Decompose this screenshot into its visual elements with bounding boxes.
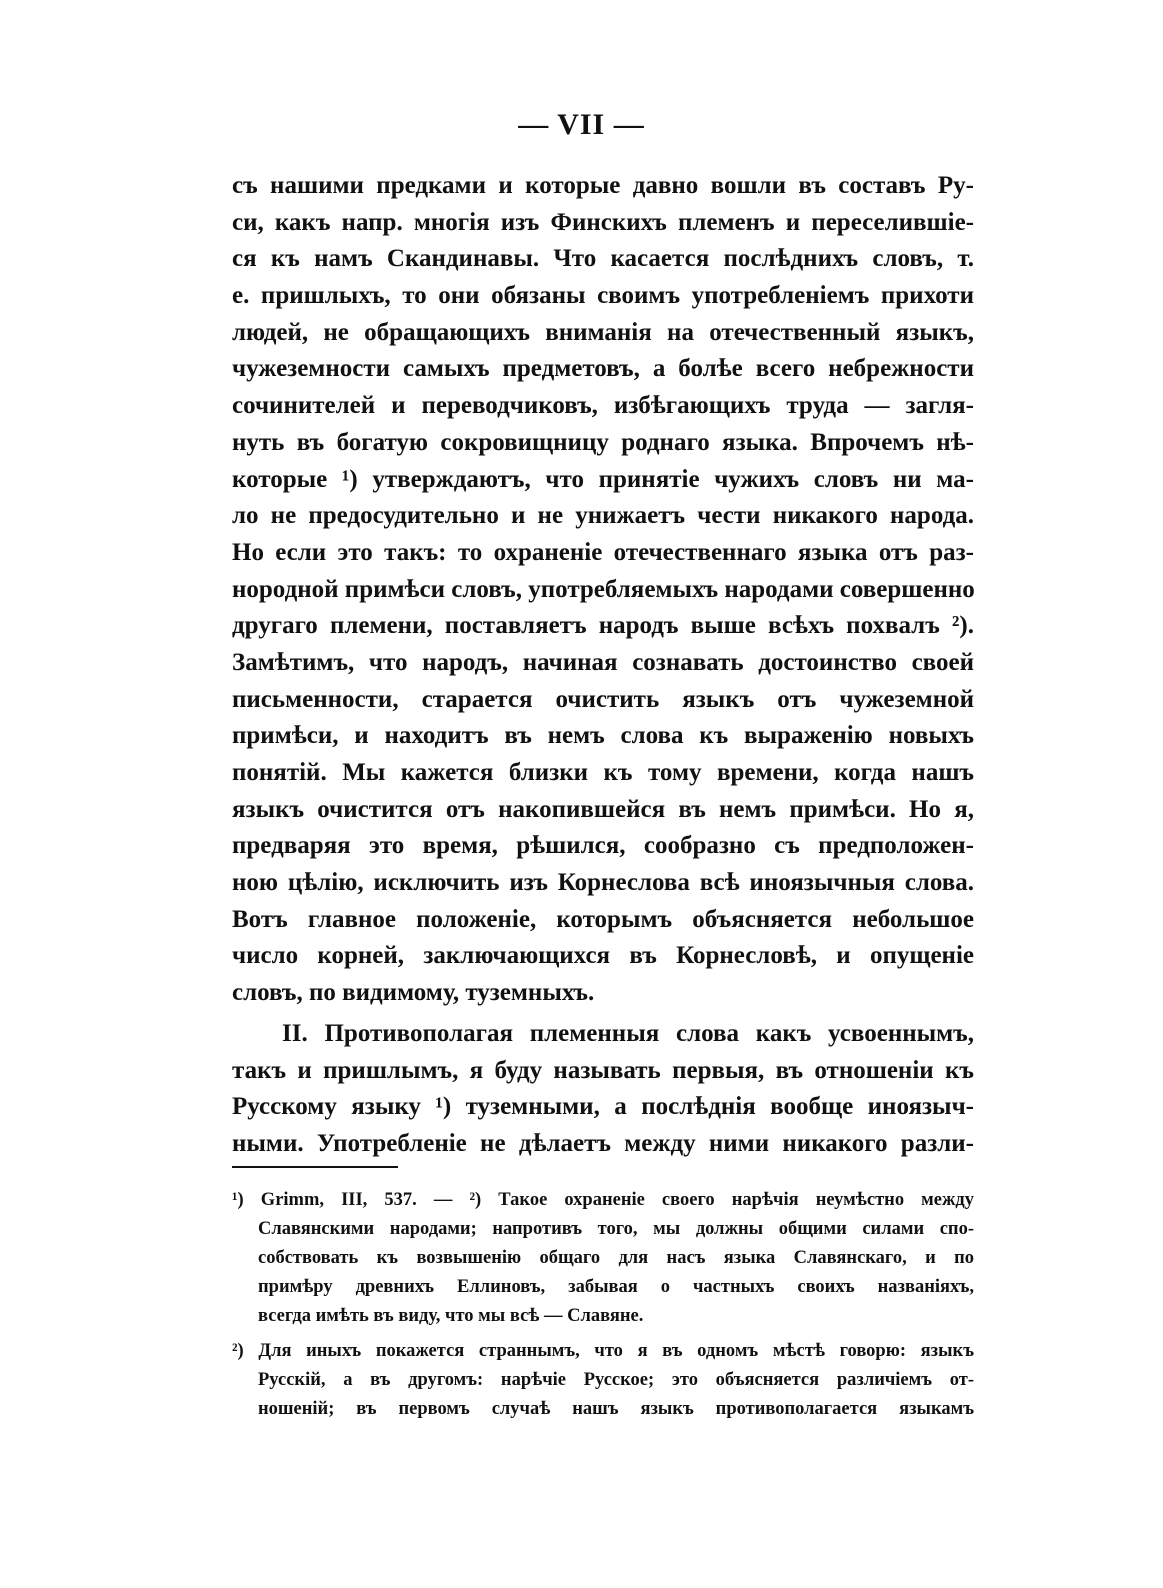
- footnote-line: примѣру древнихъ Еллиновъ, забывая о частныхъ своихъ названіяхъ,: [258, 1277, 974, 1297]
- text-line: Вотъ главное положеніе, которымъ объясняется небольшое: [232, 905, 974, 933]
- text-line: ною цѣлію, исключить изъ Корнеслова всѣ иноязычныя слова.: [232, 869, 974, 897]
- page-number-header: — VII —: [518, 108, 645, 141]
- text-line: другаго племени, поставляетъ народъ выше всѣхъ похвалъ ²).: [232, 612, 974, 640]
- text-line: II. Противополагая племенныя слова какъ усвоеннымъ,: [282, 1019, 974, 1047]
- text-line: Замѣтимъ, что народъ, начиная сознавать достоинство своей: [232, 648, 974, 676]
- text-line: ся къ намъ Скандинавы. Что касается послѣднихъ словъ, т.: [232, 245, 974, 273]
- text-line: Но если это такъ: то охраненіе отечественнаго языка отъ раз-: [232, 538, 974, 566]
- text-line: съ нашими предками и которые давно вошли въ составъ Ру-: [232, 172, 974, 199]
- footnote-line: Славянскими народами; напротивъ того, мы должны общими силами спо-: [258, 1219, 974, 1239]
- footnote-line: Русскій, а въ другомъ: нарѣчіе Русское; это объясняется различіемъ от-: [258, 1370, 974, 1390]
- footnote-line: ²) Для иныхъ покажется страннымъ, что я въ одномъ мѣстѣ говорю: языкъ: [232, 1341, 974, 1361]
- text-line: ло не предосудительно и не унижаетъ чести никакого народа.: [232, 502, 974, 530]
- main-text: [232, 168, 974, 1163]
- text-line: нуть въ богатую сокровищницу роднаго языка. Впрочемъ нѣ-: [232, 428, 974, 456]
- text-line: предваряя это время, рѣшился, сообразно съ предположен-: [232, 832, 974, 860]
- text-line: нородной примѣси словъ, употребляемыхъ народами совершенно: [232, 575, 975, 603]
- footnote-line: собствовать къ возвышенію общаго для насъ языка Славянскаго, и по: [258, 1248, 974, 1268]
- text-line: понятій. Мы кажется близки къ тому времени, когда нашъ: [232, 759, 974, 786]
- text-line: е. пришлыхъ, то они обязаны своимъ употребленіемъ прихоти: [232, 282, 974, 310]
- footnote-line: ¹) Grimm, III, 537. — ²) Такое охраненіе своего нарѣчія неумѣстно между: [232, 1190, 974, 1210]
- footnote-line: всегда имѣть въ виду, что мы всѣ — Славяне.: [258, 1306, 644, 1326]
- text-line: словъ, по видимому, туземныхъ.: [232, 979, 595, 1007]
- footnote-line: ношеній; въ первомъ случаѣ нашъ языкъ противополагается языкамъ: [258, 1399, 974, 1419]
- text-line: ными. Употребленіе не дѣлаетъ между ними никакого разли-: [232, 1129, 974, 1157]
- footnote-rule: [232, 1166, 398, 1168]
- text-line: си, какъ напр. многія изъ Финскихъ племенъ и переселившіе-: [232, 208, 974, 236]
- text-line: чужеземности самыхъ предметовъ, а болѣе всего небрежности: [232, 355, 974, 383]
- text-line: письменности, старается очистить языкъ отъ чужеземной: [232, 685, 974, 713]
- text-line: примѣси, и находитъ въ немъ слова къ выраженію новыхъ: [232, 722, 974, 750]
- text-line: языкъ очистится отъ накопившейся въ немъ примѣси. Но я,: [232, 795, 974, 823]
- text-line: которые ¹) утверждаютъ, что принятіе чужихъ словъ ни ма-: [232, 465, 974, 493]
- text-line: людей, не обращающихъ вниманія на отечественный языкъ,: [232, 318, 974, 346]
- footnotes: [232, 1186, 974, 1424]
- text-line: такъ и пришлымъ, я буду называть первыя, въ отношеніи къ: [232, 1056, 974, 1084]
- text-line: сочинителей и переводчиковъ, избѣгающихъ труда — загля-: [232, 392, 974, 420]
- text-line: Русскому языку ¹) туземными, а послѣднія вообще иноязыч-: [232, 1093, 974, 1121]
- text-line: число корней, заключающихся въ Корнесловѣ, и опущеніе: [232, 942, 974, 970]
